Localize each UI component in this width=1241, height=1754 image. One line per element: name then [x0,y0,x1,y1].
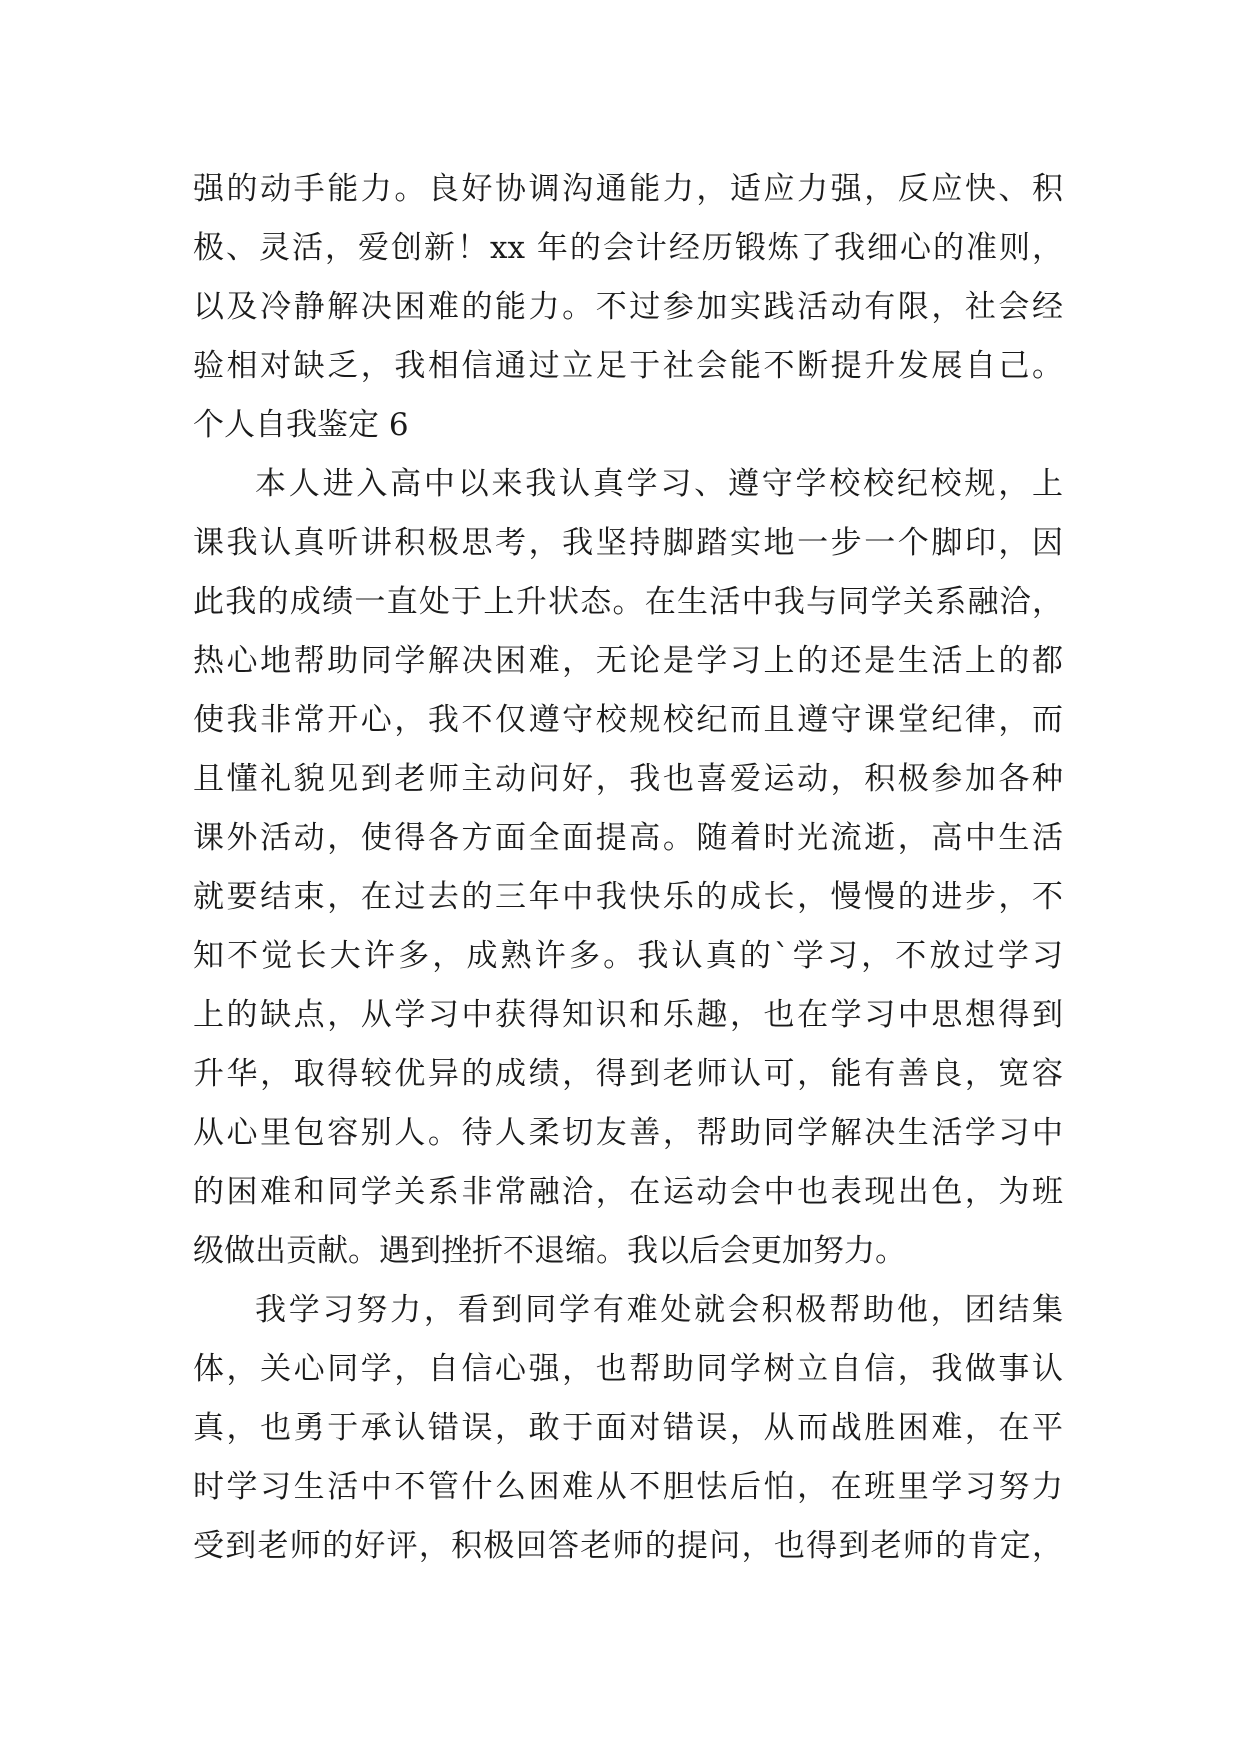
text-line: 的困难和同学关系非常融洽，在运动会中也表现出色，为班 [193,1174,1063,1210]
text-line: 此我的成绩一直处于上升状态。在生活中我与同学关系融洽， [193,584,1063,620]
text-line: 从心里包容别人。待人柔切友善，帮助同学解决生活学习中 [193,1115,1063,1151]
text-line: 上的缺点，从学习中获得知识和乐趣，也在学习中思想得到 [193,997,1063,1033]
section-heading: 个人自我鉴定 6 [193,407,409,443]
text-line: 课我认真听讲积极思考，我坚持脚踏实地一步一个脚印，因 [193,525,1063,561]
text-line: 以及冷静解决困难的能力。不过参加实践活动有限，社会经 [193,289,1063,325]
text-line: 就要结束，在过去的三年中我快乐的成长，慢慢的进步，不 [193,879,1063,915]
paragraph-3 [193,1281,1063,1576]
text-line: 升华，取得较优异的成绩，得到老师认可，能有善良，宽容 [193,1056,1063,1092]
text-line: 热心地帮助同学解决困难，无论是学习上的还是生活上的都 [193,643,1063,679]
text-line: 本人进入高中以来我认真学习、遵守学校校纪校规，上 [255,466,1063,502]
text-line: 时学习生活中不管什么困难从不胆怯后怕，在班里学习努力 [193,1469,1063,1505]
paragraph-2 [193,455,1063,1281]
text-line: 使我非常开心，我不仅遵守校规校纪而且遵守课堂纪律，而 [193,702,1063,738]
text-line: 级做出贡献。遇到挫折不退缩。我以后会更加努力。 [193,1233,906,1269]
text-line: 验相对缺乏，我相信通过立足于社会能不断提升发展自己。 [193,348,1063,384]
text-line: 我学习努力，看到同学有难处就会积极帮助他，团结集 [255,1292,1063,1328]
text-line: 且懂礼貌见到老师主动问好，我也喜爱运动，积极参加各种 [193,761,1063,797]
text-line: 强的动手能力。良好协调沟通能力，适应力强，反应快、积 [193,171,1063,207]
text-line: 极、灵活，爱创新！xx 年的会计经历锻炼了我细心的准则， [193,230,1063,266]
text-line: 知不觉长大许多，成熟许多。我认真的`学习，不放过学习 [193,938,1063,974]
text-line: 体，关心同学，自信心强，也帮助同学树立自信，我做事认 [193,1351,1063,1387]
text-line: 课外活动，使得各方面全面提高。随着时光流逝，高中生活 [193,820,1063,856]
text-line: 真，也勇于承认错误，敢于面对错误，从而战胜困难，在平 [193,1410,1063,1446]
paragraph-1 [193,160,1063,396]
document-body [193,160,1063,1576]
text-line: 受到老师的好评，积极回答老师的提问，也得到老师的肯定， [193,1528,1063,1564]
